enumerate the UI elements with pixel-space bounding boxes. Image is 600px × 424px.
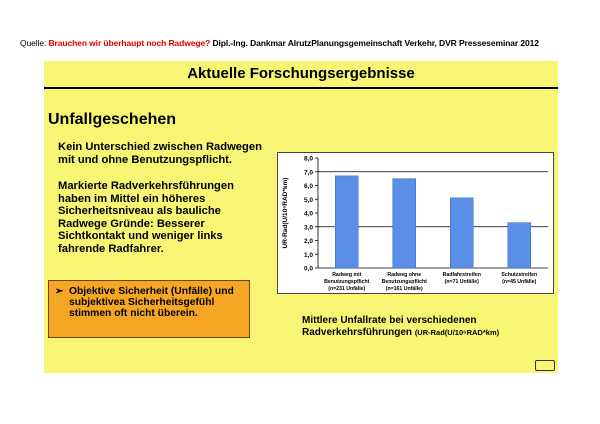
slide-heading: Unfallgeschehen — [48, 111, 177, 128]
source-author: Dipl.-Ing. Dankmar AlrutzPlanungsgemeinschaft Verkehr, DVR Presseseminar 2012 — [212, 38, 539, 48]
y-tick-label: 8,0 — [303, 155, 313, 163]
highlight-box — [48, 280, 250, 338]
bar-chart — [278, 153, 553, 293]
y-tick-label: 7,0 — [303, 169, 313, 177]
bar — [508, 223, 531, 268]
bar — [335, 176, 358, 268]
category-label: (n=71 Unfälle) — [444, 279, 479, 285]
arrow-bullet-icon: ➢ — [55, 286, 64, 297]
source-title: Brauchen wir überhaupt noch Radwege? — [48, 38, 211, 48]
y-tick-label: 6,0 — [303, 183, 313, 190]
category-label: (n=231 Unfälle) — [328, 286, 366, 292]
category-label: Benutzungspflicht — [324, 279, 370, 285]
title-divider — [44, 87, 558, 89]
paragraph-marked-lanes: Markierte Radverkehrsführungen haben im Mittel ein höheres Sicherheitsniveau als bauliche Radwege Gründe: Besserer Sichtkontakt und weniger links fahrende Radfahrer. — [58, 180, 234, 255]
paragraph-no-difference: Kein Unterschied zwischen Radwegen mit und ohne Benutzungspflicht. — [58, 141, 262, 166]
caption-line-1: Mittlere Unfallrate bei verschiedenen — [302, 315, 477, 326]
category-label: (n=161 Unfälle) — [385, 286, 423, 292]
bar — [450, 198, 473, 268]
category-label: Benutzungspflicht — [381, 279, 427, 285]
caption-unit: (UR-Rad(U/10⁶RAD*km) — [414, 328, 500, 337]
y-tick-label: 1,0 — [303, 251, 313, 259]
y-axis-label: UR-Rad(U/10⁶RAD*km) — [282, 177, 289, 249]
chart-frame — [277, 152, 554, 294]
caption-line-2-text: Radverkehrsführungen — [302, 327, 413, 338]
y-tick-label: 0,0 — [303, 265, 313, 273]
category-label: Radweg mit — [332, 272, 362, 278]
chart-caption — [302, 315, 499, 339]
category-label: Radweg ohne — [387, 272, 422, 278]
y-tick-label: 3,0 — [303, 224, 313, 232]
slide-title: Aktuelle Forschungsergebnisse — [187, 65, 415, 82]
corner-logo-icon — [535, 360, 555, 371]
y-tick-label: 4,0 — [303, 210, 313, 218]
caption-line-2 — [302, 327, 499, 339]
y-tick-label: 5,0 — [303, 196, 313, 204]
highlight-text: Objektive Sicherheit (Unfälle) und subjektivea Sicherheitsgefühl stimmen oft nicht überein. — [69, 286, 234, 320]
category-label: Radfahrstreifen — [442, 272, 481, 278]
category-label: (n=45 Unfälle) — [502, 279, 537, 285]
y-tick-label: 2,0 — [303, 238, 313, 245]
source-label: Quelle: — [20, 38, 47, 48]
category-label: Schutzstreifen — [501, 272, 538, 278]
source-line — [20, 38, 539, 48]
bar — [393, 179, 416, 268]
slide — [44, 61, 558, 373]
